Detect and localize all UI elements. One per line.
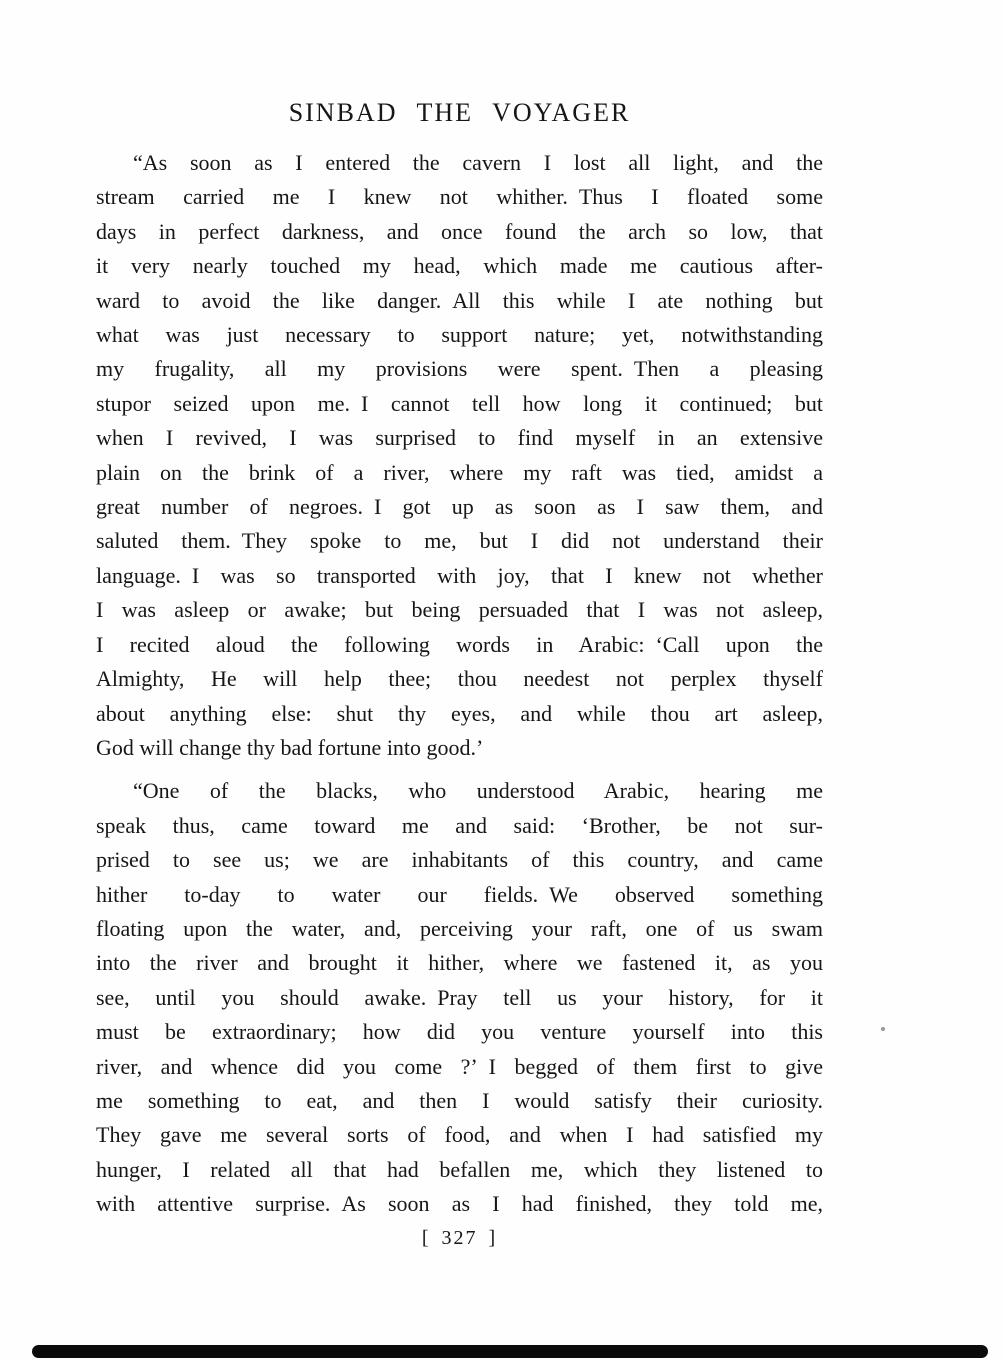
text-line: “One of the blacks, who understood Arabic, hearing me bbox=[133, 778, 823, 804]
page-text bbox=[96, 146, 823, 1250]
scan-speck bbox=[881, 1027, 885, 1031]
text-line: “As soon as I entered the cavern I lost all light, and the bbox=[133, 150, 823, 175]
text-line: my frugality, all my provisions were spent. Then a pleasing bbox=[96, 356, 823, 382]
scan-shadow-bar bbox=[32, 1345, 988, 1358]
text-line: I was asleep or awake; but being persuaded that I was not asleep, bbox=[96, 597, 823, 623]
text-line: God will change thy bad fortune into good.’ bbox=[96, 734, 484, 760]
text-line: They gave me several sorts of food, and when I had satisfied my bbox=[96, 1122, 823, 1148]
text-line: when I revived, I was surprised to find myself in an extensive bbox=[96, 425, 823, 451]
text-line: it very nearly touched my head, which made me cautious after- bbox=[96, 253, 823, 279]
text-line: river, and whence did you come ?’ I begged of them first to give bbox=[96, 1053, 823, 1079]
text-line: see, until you should awake. Pray tell us your history, for it bbox=[96, 984, 823, 1010]
text-line: ward to avoid the like danger. All this while I ate nothing but bbox=[96, 287, 823, 313]
text-line: prised to see us; we are inhabitants of this country, and came bbox=[96, 847, 823, 873]
paragraph bbox=[96, 146, 823, 765]
text-line: I recited aloud the following words in Arabic: ‘Call upon the bbox=[96, 631, 823, 657]
text-line: language. I was so transported with joy, that I knew not whether bbox=[96, 562, 823, 588]
text-line: what was just necessary to support nature; yet, notwithstanding bbox=[96, 322, 823, 348]
page-number: [ 327 ] bbox=[421, 1226, 498, 1249]
text-line: hither to-day to water our fields. We observed something bbox=[96, 881, 823, 907]
text-line: floating upon the water, and, perceiving your raft, one of us swam bbox=[96, 915, 823, 941]
text-line: stream carried me I knew not whither. Thus I floated some bbox=[96, 184, 823, 210]
text-line: plain on the brink of a river, where my raft was tied, amidst a bbox=[96, 459, 823, 485]
text-line: great number of negroes. I got up as soon as I saw them, and bbox=[96, 494, 823, 520]
text-line: into the river and brought it hither, where we fastened it, as you bbox=[96, 950, 823, 976]
text-line: with attentive surprise. As soon as I had finished, they told me, bbox=[96, 1191, 823, 1217]
text-line: must be extraordinary; how did you venture yourself into this bbox=[96, 1019, 823, 1045]
text-line: stupor seized upon me. I cannot tell how long it continued; but bbox=[96, 390, 823, 416]
text-line: days in perfect darkness, and once found the arch so low, that bbox=[96, 218, 823, 244]
paragraph bbox=[96, 774, 823, 1221]
text-line: speak thus, came toward me and said: ‘Brother, be not sur- bbox=[96, 812, 823, 838]
text-line: Almighty, He will help thee; thou needest not perplex thyself bbox=[96, 666, 823, 692]
text-line: hunger, I related all that had befallen me, which they listened to bbox=[96, 1156, 823, 1182]
text-line: about anything else: shut thy eyes, and while thou art asleep, bbox=[96, 700, 823, 726]
text-line: me something to eat, and then I would satisfy their curiosity. bbox=[96, 1087, 823, 1113]
page-title: SINBAD THE VOYAGER bbox=[288, 98, 631, 127]
text-line: saluted them. They spoke to me, but I did not understand their bbox=[96, 528, 823, 554]
